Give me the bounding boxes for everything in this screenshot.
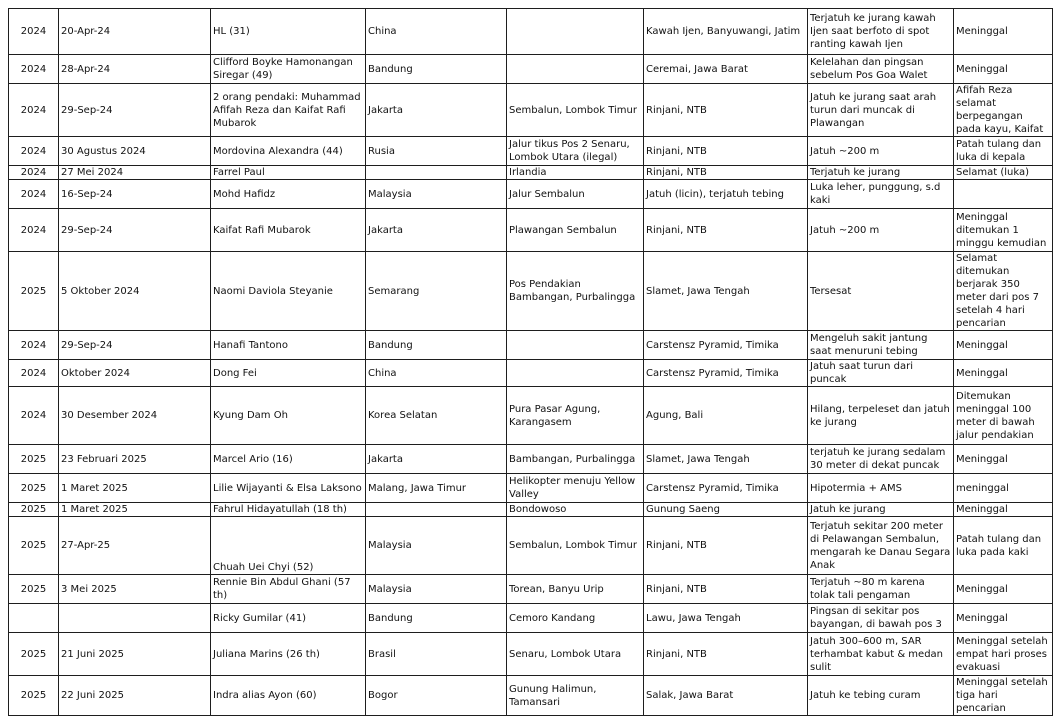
cell-year: 2025 xyxy=(9,517,59,575)
cell-date: 29-Sep-24 xyxy=(59,331,211,360)
cell-origin: Semarang xyxy=(366,252,507,331)
table-row xyxy=(9,517,1053,575)
cell-mountain: Rinjani, NTB xyxy=(644,137,808,166)
cell-cause: Jatuh 300–600 m, SAR terhambat kabut & medan sulit xyxy=(808,633,954,676)
cell-date: 16-Sep-24 xyxy=(59,180,211,209)
table-row xyxy=(9,633,1053,676)
table-row xyxy=(9,9,1053,55)
cell-date: Oktober 2024 xyxy=(59,360,211,387)
table-row xyxy=(9,252,1053,331)
cell-name: Rennie Bin Abdul Ghani (57 th) xyxy=(211,575,366,604)
cell-name: Chuah Uei Chyi (52) xyxy=(211,517,366,575)
cell-year: 2025 xyxy=(9,252,59,331)
cell-cause: Jatuh ~200 m xyxy=(808,137,954,166)
cell-origin: Jakarta xyxy=(366,84,507,137)
table-row xyxy=(9,137,1053,166)
cell-outcome: Selamat (luka) xyxy=(954,166,1053,180)
cell-date: 1 Maret 2025 xyxy=(59,503,211,517)
cell-date: 5 Oktober 2024 xyxy=(59,252,211,331)
cell-route: Torean, Banyu Urip xyxy=(507,575,644,604)
cell-name: Lilie Wijayanti & Elsa Laksono xyxy=(211,474,366,503)
cell-year xyxy=(9,604,59,633)
table-row xyxy=(9,84,1053,137)
cell-date: 30 Desember 2024 xyxy=(59,387,211,445)
cell-outcome: Meninggal xyxy=(954,360,1053,387)
cell-route: Plawangan Sembalun xyxy=(507,209,644,252)
cell-date: 22 Juni 2025 xyxy=(59,676,211,716)
cell-route: Jalur tikus Pos 2 Senaru, Lombok Utara (ilegal) xyxy=(507,137,644,166)
table-row xyxy=(9,503,1053,517)
cell-name: Kaifat Rafi Mubarok xyxy=(211,209,366,252)
cell-origin: Brasil xyxy=(366,633,507,676)
cell-cause: Terjatuh ke jurang kawah Ijen saat berfoto di spot ranting kawah Ijen xyxy=(808,9,954,55)
cell-mountain: Kawah Ijen, Banyuwangi, Jatim xyxy=(644,9,808,55)
cell-cause: Hipotermia + AMS xyxy=(808,474,954,503)
cell-outcome xyxy=(954,180,1053,209)
cell-outcome: Meninggal xyxy=(954,9,1053,55)
cell-origin: Jakarta xyxy=(366,445,507,474)
cell-cause: Jatuh ke jurang saat arah turun dari muncak di Plawangan xyxy=(808,84,954,137)
cell-date: 27 Mei 2024 xyxy=(59,166,211,180)
cell-name: Mohd Hafidz xyxy=(211,180,366,209)
cell-date: 30 Agustus 2024 xyxy=(59,137,211,166)
cell-route xyxy=(507,360,644,387)
cell-route xyxy=(507,331,644,360)
cell-year: 2025 xyxy=(9,633,59,676)
cell-year: 2024 xyxy=(9,180,59,209)
cell-mountain: Slamet, Jawa Tengah xyxy=(644,252,808,331)
table-row xyxy=(9,604,1053,633)
cell-outcome: Meninggal xyxy=(954,503,1053,517)
cell-name: Indra alias Ayon (60) xyxy=(211,676,366,716)
cell-cause: Terjatuh ke jurang xyxy=(808,166,954,180)
cell-mountain: Lawu, Jawa Tengah xyxy=(644,604,808,633)
cell-cause: Jatuh ~200 m xyxy=(808,209,954,252)
cell-name: Clifford Boyke Hamonangan Siregar (49) xyxy=(211,55,366,84)
cell-mountain: Carstensz Pyramid, Timika xyxy=(644,360,808,387)
cell-route xyxy=(507,9,644,55)
cell-mountain: Carstensz Pyramid, Timika xyxy=(644,331,808,360)
cell-mountain: Rinjani, NTB xyxy=(644,209,808,252)
cell-year: 2024 xyxy=(9,209,59,252)
cell-name: Fahrul Hidayatullah (18 th) xyxy=(211,503,366,517)
cell-name: Mordovina Alexandra (44) xyxy=(211,137,366,166)
cell-outcome: Meninggal ditemukan 1 minggu kemudian xyxy=(954,209,1053,252)
cell-year: 2025 xyxy=(9,676,59,716)
cell-origin xyxy=(366,166,507,180)
cell-year: 2024 xyxy=(9,84,59,137)
cell-year: 2025 xyxy=(9,445,59,474)
cell-date: 23 Februari 2025 xyxy=(59,445,211,474)
cell-name: 2 orang pendaki: Muhammad Afifah Reza dan Kaifat Rafi Mubarok xyxy=(211,84,366,137)
cell-year: 2025 xyxy=(9,575,59,604)
cell-date: 1 Maret 2025 xyxy=(59,474,211,503)
cell-mountain: Rinjani, NTB xyxy=(644,575,808,604)
cell-route xyxy=(507,55,644,84)
table-row xyxy=(9,209,1053,252)
cell-date: 3 Mei 2025 xyxy=(59,575,211,604)
table-row xyxy=(9,575,1053,604)
cell-mountain: Rinjani, NTB xyxy=(644,84,808,137)
cell-mountain: Jatuh (licin), terjatuh tebing xyxy=(644,180,808,209)
cell-outcome: Meninggal xyxy=(954,55,1053,84)
cell-cause: Luka leher, punggung, s.d kaki xyxy=(808,180,954,209)
cell-origin: Korea Selatan xyxy=(366,387,507,445)
cell-outcome: Ditemukan meninggal 100 meter di bawah jalur pendakian xyxy=(954,387,1053,445)
cell-origin xyxy=(366,503,507,517)
cell-mountain: Carstensz Pyramid, Timika xyxy=(644,474,808,503)
table-row xyxy=(9,55,1053,84)
cell-outcome: Meninggal xyxy=(954,575,1053,604)
table-row xyxy=(9,360,1053,387)
cell-origin: Bandung xyxy=(366,604,507,633)
cell-name: Marcel Ario (16) xyxy=(211,445,366,474)
cell-cause: Mengeluh sakit jantung saat menuruni tebing xyxy=(808,331,954,360)
cell-cause: Jatuh ke jurang xyxy=(808,503,954,517)
cell-route: Pos Pendakian Bambangan, Purbalingga xyxy=(507,252,644,331)
cell-year: 2025 xyxy=(9,503,59,517)
cell-mountain: Rinjani, NTB xyxy=(644,633,808,676)
cell-origin: Jakarta xyxy=(366,209,507,252)
cell-date: 28-Apr-24 xyxy=(59,55,211,84)
cell-mountain: Agung, Bali xyxy=(644,387,808,445)
cell-route: Bambangan, Purbalingga xyxy=(507,445,644,474)
table-row xyxy=(9,474,1053,503)
cell-name: Naomi Daviola Steyanie xyxy=(211,252,366,331)
table-row xyxy=(9,331,1053,360)
table-row xyxy=(9,445,1053,474)
cell-name: Ricky Gumilar (41) xyxy=(211,604,366,633)
cell-outcome: meninggal xyxy=(954,474,1053,503)
cell-cause: Jatuh saat turun dari puncak xyxy=(808,360,954,387)
cell-origin: Bandung xyxy=(366,331,507,360)
cell-cause: Tersesat xyxy=(808,252,954,331)
cell-mountain: Rinjani, NTB xyxy=(644,166,808,180)
cell-mountain: Slamet, Jawa Tengah xyxy=(644,445,808,474)
cell-outcome: Patah tulang dan luka di kepala xyxy=(954,137,1053,166)
cell-origin: Malaysia xyxy=(366,517,507,575)
cell-outcome: Meninggal setelah empat hari proses evakuasi xyxy=(954,633,1053,676)
cell-name: Hanafi Tantono xyxy=(211,331,366,360)
cell-year: 2024 xyxy=(9,137,59,166)
cell-cause: Kelelahan dan pingsan sebelum Pos Goa Walet xyxy=(808,55,954,84)
cell-outcome: Selamat ditemukan berjarak 350 meter dari pos 7 setelah 4 hari pencarian xyxy=(954,252,1053,331)
cell-outcome: Meninggal xyxy=(954,445,1053,474)
cell-outcome: Afifah Reza selamat berpegangan pada kayu, Kaifat xyxy=(954,84,1053,137)
cell-outcome: Patah tulang dan luka pada kaki xyxy=(954,517,1053,575)
table-row xyxy=(9,676,1053,716)
cell-date: 21 Juni 2025 xyxy=(59,633,211,676)
cell-date: 29-Sep-24 xyxy=(59,209,211,252)
cell-name: Juliana Marins (26 th) xyxy=(211,633,366,676)
cell-name: Dong Fei xyxy=(211,360,366,387)
cell-year: 2024 xyxy=(9,331,59,360)
cell-date: 27-Apr-25 xyxy=(59,517,211,575)
cell-mountain: Gunung Saeng xyxy=(644,503,808,517)
cell-route: Irlandia xyxy=(507,166,644,180)
cell-route: Pura Pasar Agung, Karangasem xyxy=(507,387,644,445)
cell-name: Farrel Paul xyxy=(211,166,366,180)
cell-date: 29-Sep-24 xyxy=(59,84,211,137)
table-body xyxy=(9,9,1053,716)
cell-route: Senaru, Lombok Utara xyxy=(507,633,644,676)
cell-route: Helikopter menuju Yellow Valley xyxy=(507,474,644,503)
cell-route: Cemoro Kandang xyxy=(507,604,644,633)
cell-outcome: Meninggal xyxy=(954,604,1053,633)
cell-cause: Terjatuh sekitar 200 meter di Pelawangan Sembalun, mengarah ke Danau Segara Anak xyxy=(808,517,954,575)
cell-origin: China xyxy=(366,9,507,55)
cell-origin: Bogor xyxy=(366,676,507,716)
cell-origin: China xyxy=(366,360,507,387)
cell-route: Gunung Halimun, Tamansari xyxy=(507,676,644,716)
cell-name: HL (31) xyxy=(211,9,366,55)
cell-origin: Malaysia xyxy=(366,575,507,604)
cell-date xyxy=(59,604,211,633)
cell-year: 2024 xyxy=(9,387,59,445)
cell-mountain: Rinjani, NTB xyxy=(644,517,808,575)
cell-outcome: Meninggal xyxy=(954,331,1053,360)
cell-route: Bondowoso xyxy=(507,503,644,517)
cell-outcome: Meninggal setelah tiga hari pencarian xyxy=(954,676,1053,716)
cell-cause: Hilang, terpeleset dan jatuh ke jurang xyxy=(808,387,954,445)
cell-mountain: Ceremai, Jawa Barat xyxy=(644,55,808,84)
cell-cause: Terjatuh ~80 m karena tolak tali pengaman xyxy=(808,575,954,604)
cell-origin: Malaysia xyxy=(366,180,507,209)
cell-cause: terjatuh ke jurang sedalam 30 meter di dekat puncak xyxy=(808,445,954,474)
table-row xyxy=(9,180,1053,209)
cell-year: 2024 xyxy=(9,55,59,84)
cell-route: Jalur Sembalun xyxy=(507,180,644,209)
cell-year: 2024 xyxy=(9,166,59,180)
cell-cause: Pingsan di sekitar pos bayangan, di bawah pos 3 xyxy=(808,604,954,633)
incident-table xyxy=(8,8,1053,716)
cell-year: 2025 xyxy=(9,474,59,503)
cell-name: Kyung Dam Oh xyxy=(211,387,366,445)
table-row xyxy=(9,387,1053,445)
cell-route: Sembalun, Lombok Timur xyxy=(507,84,644,137)
cell-origin: Malang, Jawa Timur xyxy=(366,474,507,503)
table-row xyxy=(9,166,1053,180)
cell-origin: Bandung xyxy=(366,55,507,84)
cell-route: Sembalun, Lombok Timur xyxy=(507,517,644,575)
cell-origin: Rusia xyxy=(366,137,507,166)
cell-cause: Jatuh ke tebing curam xyxy=(808,676,954,716)
cell-year: 2024 xyxy=(9,360,59,387)
cell-year: 2024 xyxy=(9,9,59,55)
cell-date: 20-Apr-24 xyxy=(59,9,211,55)
cell-mountain: Salak, Jawa Barat xyxy=(644,676,808,716)
